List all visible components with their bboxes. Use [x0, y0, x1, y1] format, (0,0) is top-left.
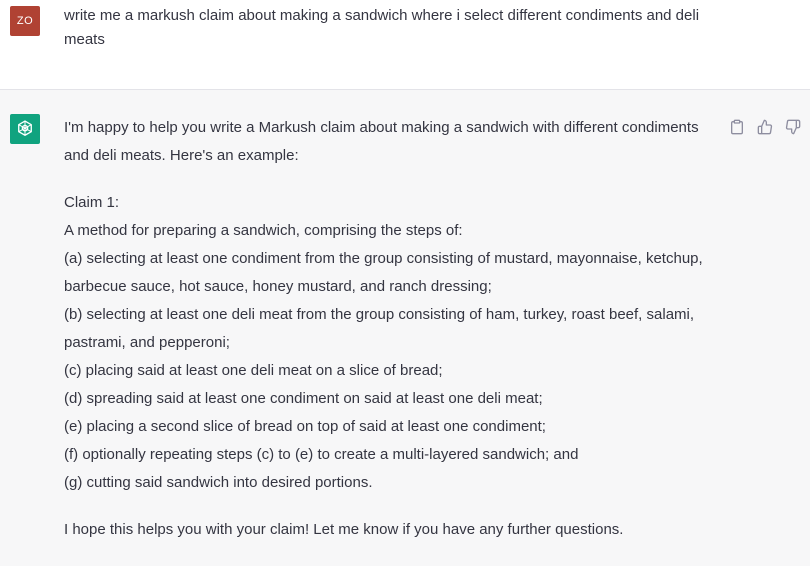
message-actions [728, 118, 802, 136]
claim-line: (a) selecting at least one condiment from the group consisting of mustard, mayonnaise, ketchup, barbecue sauce, hot sauce, honey mustard, and ranch dressing; [64, 250, 703, 295]
thumbs-up-button[interactable] [756, 118, 774, 136]
claim-line: (b) selecting at least one deli meat from the group consisting of ham, turkey, roast beef, salami, pastrami, and pepperoni; [64, 306, 695, 351]
thumbs-up-icon [757, 119, 773, 135]
thumbs-down-icon [785, 119, 801, 135]
assistant-message-block [0, 90, 810, 566]
claim-line: (c) placing said at least one deli meat on a slice of bread; [64, 362, 443, 379]
claim-line: Claim 1: [64, 194, 120, 211]
claim-block [64, 189, 704, 497]
claim-line: (d) spreading said at least one condiment on said at least one deli meat; [64, 390, 543, 407]
clipboard-icon [729, 119, 745, 135]
user-message-text: write me a markush claim about making a sandwich where i select different condiments and deli meats [64, 7, 700, 48]
claim-line: (f) optionally repeating steps (c) to (e) to create a multi-layered sandwich; and [64, 446, 579, 463]
assistant-answer [64, 114, 704, 563]
claim-line: A method for preparing a sandwich, comprising the steps of: [64, 222, 463, 239]
thumbs-down-button[interactable] [784, 118, 802, 136]
answer-closing: I hope this helps you with your claim! Let me know if you have any further questions. [64, 521, 624, 538]
user-message-block [0, 0, 810, 90]
answer-intro: I'm happy to help you write a Markush claim about making a sandwich with different condiments and deli meats. Here's an example: [64, 119, 699, 164]
copy-button[interactable] [728, 118, 746, 136]
openai-logo-icon [15, 119, 35, 139]
user-avatar: ZO [10, 6, 40, 36]
claim-line: (g) cutting said sandwich into desired portions. [64, 474, 373, 491]
assistant-avatar [10, 114, 40, 144]
claim-line: (e) placing a second slice of bread on top of said at least one condiment; [64, 418, 546, 435]
